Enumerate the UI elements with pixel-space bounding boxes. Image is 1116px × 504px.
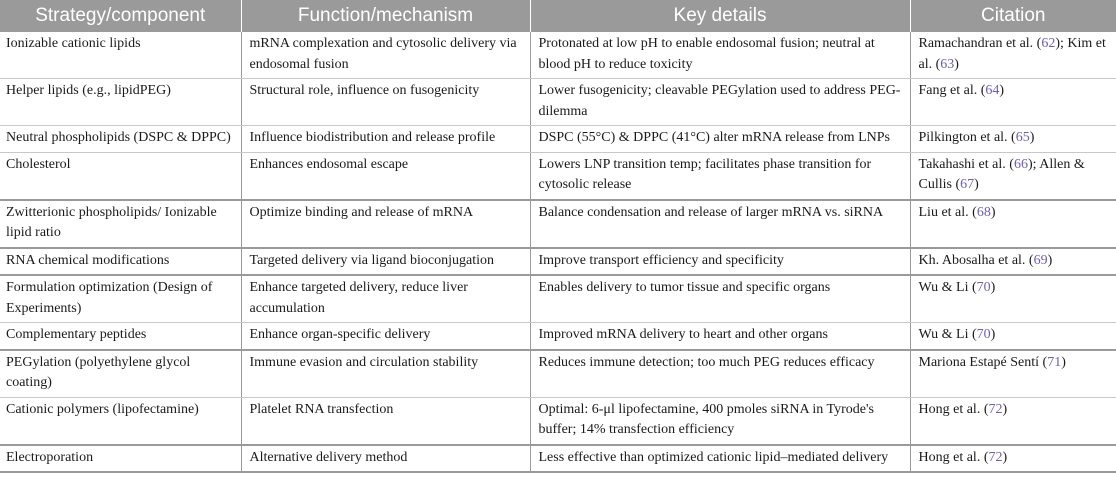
cell-details: DSPC (55°C) & DPPC (41°C) alter mRNA release from LNPs	[530, 126, 910, 153]
header-details: Key details	[530, 0, 910, 32]
citation-text: )	[999, 83, 1005, 98]
cell-citation	[910, 200, 1116, 248]
reference-link[interactable]: 68	[976, 204, 991, 220]
table-header	[0, 0, 1116, 32]
citation-text: )	[954, 56, 959, 72]
citation-text: Liu et al. (	[918, 204, 977, 220]
citation-text: Wu & Li (	[918, 327, 977, 342]
reference-link[interactable]: 66	[1013, 156, 1028, 172]
table-row	[0, 397, 1116, 445]
reference-link[interactable]: 71	[1047, 354, 1062, 370]
cell-function: Structural role, influence on fusogenicity	[241, 79, 530, 126]
citation-text: Fang et al. (	[918, 83, 986, 98]
header-citation: Citation	[910, 0, 1116, 32]
cell-citation	[910, 397, 1116, 445]
cell-details: Protonated at low pH to enable endosomal fusion; neutral at blood pH to reduce toxicity	[530, 32, 910, 79]
cell-citation	[910, 350, 1116, 398]
cell-details: Reduces immune detection; too much PEG reduces efficacy	[530, 350, 910, 398]
table-row	[0, 445, 1116, 473]
reference-link[interactable]: 72	[988, 449, 1003, 465]
cell-citation	[910, 248, 1116, 276]
reference-link[interactable]: 63	[940, 56, 955, 72]
cell-function: Immune evasion and circulation stability	[241, 350, 530, 398]
citation-text: Mariona Estapé Sentí (	[918, 354, 1048, 370]
cell-details: Optimal: 6-μl lipofectamine, 400 pmoles siRNA in Tyrode's buffer; 14% transfection efficiency	[530, 397, 910, 445]
header-strategy: Strategy/component	[0, 0, 241, 32]
citation-text: )	[990, 327, 996, 342]
citation-text: )	[1061, 354, 1066, 370]
citation-text: )	[990, 280, 996, 295]
cell-details: Balance condensation and release of larger mRNA vs. siRNA	[530, 200, 910, 248]
cell-details: Improve transport efficiency and specificity	[530, 248, 910, 276]
cell-strategy: RNA chemical modifications	[0, 248, 241, 276]
reference-link[interactable]: 72	[988, 401, 1003, 417]
cell-citation	[910, 126, 1116, 153]
citation-text: Wu & Li (	[918, 280, 977, 295]
header-function: Function/mechanism	[241, 0, 530, 32]
cell-citation	[910, 323, 1116, 350]
cell-function: Platelet RNA transfection	[241, 397, 530, 445]
table-body	[0, 32, 1116, 472]
cell-strategy: Complementary peptides	[0, 323, 241, 350]
cell-function: Optimize binding and release of mRNA	[241, 200, 530, 248]
citation-text: Pilkington et al. (	[918, 130, 1016, 145]
citation-text: )	[1029, 130, 1035, 145]
table-row	[0, 152, 1116, 200]
reference-link[interactable]: 70	[976, 280, 991, 295]
cell-citation	[910, 275, 1116, 323]
cell-details: Lowers LNP transition temp; facilitates phase transition for cytosolic release	[530, 152, 910, 200]
citation-text: Ramachandran et al. (	[918, 36, 1042, 51]
citation-text: ); Allen & Cullis (	[918, 156, 1085, 192]
cell-citation	[910, 445, 1116, 473]
citation-text: Hong et al. (	[918, 449, 989, 465]
citation-text: Kh. Abosalha et al. (	[918, 252, 1034, 268]
cell-function: Targeted delivery via ligand bioconjugation	[241, 248, 530, 276]
table-row	[0, 200, 1116, 248]
table-row	[0, 350, 1116, 398]
cell-details: Improved mRNA delivery to heart and other organs	[530, 323, 910, 350]
reference-link[interactable]: 65	[1015, 130, 1030, 145]
reference-link[interactable]: 69	[1033, 252, 1048, 268]
citation-text: )	[1047, 252, 1053, 268]
cell-details: Enables delivery to tumor tissue and specific organs	[530, 275, 910, 323]
table-row	[0, 248, 1116, 276]
cell-citation	[910, 32, 1116, 79]
cell-function: Enhance targeted delivery, reduce liver accumulation	[241, 275, 530, 323]
reference-link[interactable]: 70	[976, 327, 991, 342]
citation-text: )	[1002, 449, 1008, 465]
header-row	[0, 0, 1116, 32]
table-row	[0, 126, 1116, 153]
cell-strategy: Cholesterol	[0, 152, 241, 200]
cell-details: Less effective than optimized cationic lipid–mediated delivery	[530, 445, 910, 473]
cell-function: Influence biodistribution and release profile	[241, 126, 530, 153]
citation-text: Takahashi et al. (	[918, 156, 1014, 172]
cell-strategy: Neutral phospholipids (DSPC & DPPC)	[0, 126, 241, 153]
citation-text: ); Kim et al. (	[918, 36, 1106, 72]
cell-strategy: Electroporation	[0, 445, 241, 473]
citation-text: )	[990, 204, 996, 220]
table-row	[0, 79, 1116, 126]
cell-strategy: Helper lipids (e.g., lipidPEG)	[0, 79, 241, 126]
table-row	[0, 323, 1116, 350]
cell-citation	[910, 79, 1116, 126]
citation-text: )	[974, 177, 979, 192]
citation-text: )	[1002, 401, 1008, 417]
cell-function: Enhances endosomal escape	[241, 152, 530, 200]
cell-strategy: Zwitterionic phospholipids/ Ionizable lipid ratio	[0, 200, 241, 248]
cell-strategy: Ionizable cationic lipids	[0, 32, 241, 79]
cell-strategy: Cationic polymers (lipofectamine)	[0, 397, 241, 445]
cell-strategy: Formulation optimization (Design of Experiments)	[0, 275, 241, 323]
cell-function: Alternative delivery method	[241, 445, 530, 473]
cell-details: Lower fusogenicity; cleavable PEGylation used to address PEG-dilemma	[530, 79, 910, 126]
reference-link[interactable]: 62	[1041, 36, 1056, 51]
cell-function: Enhance organ-specific delivery	[241, 323, 530, 350]
cell-strategy: PEGylation (polyethylene glycol coating)	[0, 350, 241, 398]
table-row	[0, 32, 1116, 79]
cell-citation	[910, 152, 1116, 200]
reference-link[interactable]: 64	[985, 83, 1000, 98]
cell-function: mRNA complexation and cytosolic delivery via endosomal fusion	[241, 32, 530, 79]
citation-text: Hong et al. (	[918, 401, 989, 417]
reference-link[interactable]: 67	[960, 177, 975, 192]
table-row	[0, 275, 1116, 323]
